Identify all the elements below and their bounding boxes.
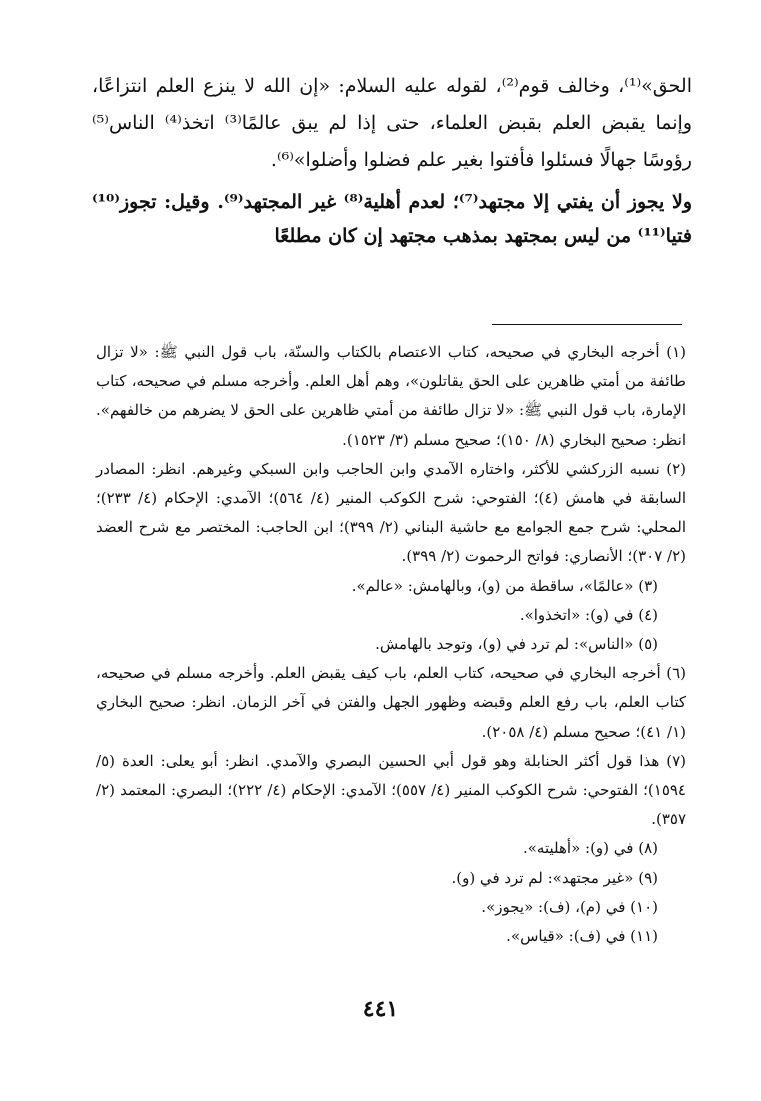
footnote-9: (٩) «غير مجتهد»: لم ترد في (و). [451, 868, 658, 887]
footnote-1: (١) أخرجه البخاري في صحيحه، كتاب الاعتصام بالكتاب والسنّة، باب قول النبي ﷺ: «لا تزال طائفة من أمتي ظاهرين على الحق يقاتلون»، وهم أهل العلم. وأخرجه مسلم في صحيحه، كتاب الإمارة، باب قول النبي ﷺ: «لا تزال طائفة من أمتي ظاهرين على الحق لا يضرهم من خالفهم». انظر: صحيح البخاري (٨/ ١٥٠)؛ صحيح مسلم (٣/ ١٥٢٣). [96, 343, 686, 449]
footnote-3: (٣) «عالمًا»، ساقطة من (و)، وبالهامش: «عالم». [351, 576, 658, 595]
page-number: ٤٤١ [362, 996, 399, 1022]
footnotes [96, 338, 686, 951]
footnote-4: (٤) في (و): «اتخذوا». [519, 605, 658, 624]
footnote-6: (٦) أخرجه البخاري في صحيحه، كتاب العلم، باب كيف يقبض العلم. وأخرجه مسلم في صحيحه، كتاب العلم، باب رفع العلم وقبضه وظهور الجهل والفتن في آخر الزمان. انظر: صحيح البخاري (١/ ٤١)؛ صحيح مسلم (٤/ ٢٠٥٨). [96, 664, 686, 741]
footnote-divider [492, 324, 682, 325]
footnote-11: (١١) في (ف): «قياس». [506, 927, 658, 946]
footnote-8: (٨) في (و): «أهليته». [522, 839, 658, 858]
main-paragraph-1: الحق»⁽¹⁾، وخالف قوم⁽²⁾، لقوله عليه السلام: «إن الله لا ينزع العلم انتزاعًا، وإنما يقبض العلم بقبض العلماء، حتى إذا لم يبق عالمًا⁽³⁾ اتخذ⁽⁴⁾ الناس⁽⁵⁾ رؤوسًا جهالًا فسئلوا فأفتوا بغير علم فضلوا وأضلوا»⁽⁶⁾. [92, 75, 693, 171]
footnote-2: (٢) نسبه الزركشي للأكثر، واختاره الآمدي وابن الحاجب وابن السبكي وغيرهم. انظر: المصادر السابقة في هامش (٤)؛ الفتوحي: شرح الكوكب المنير (٤/ ٥٦٤)؛ الآمدي: الإحكام (٤/ ٢٣٣)؛ المحلي: شرح جمع الجوامع مع حاشية البناني (٢/ ٣٩٩)؛ ابن الحاجب: المختصر مع شرح العضد (٢/ ٣٠٧)؛ الأنصاري: فواتح الرحموت (٢/ ٣٩٩). [96, 459, 687, 566]
main-paragraph-2: ولا يجوز أن يفتي إلا مجتهد⁽⁷⁾؛ لعدم أهلية⁽⁸⁾ غير المجتهد⁽⁹⁾. وقيل: تجوز⁽¹⁰⁾ فتيا⁽¹¹⁾ من ليس بمجتهد بمذهب مجتهد إن كان مطلعًا [92, 191, 692, 247]
main-text [92, 68, 692, 253]
footnote-5: (٥) «الناس»: لم ترد في (و)، وتوجد بالهامش. [375, 635, 658, 654]
footnote-7: (٧) هذا قول أكثر الحنابلة وهو قول أبي الحسين البصري والآمدي. انظر: أبو يعلى: العدة (٥/ ١٥٩٤)؛ الفتوحي: شرح الكوكب المنير (٤/ ٥٥٧)؛ الآمدي: الإحكام (٤/ ٢٢٢)؛ البصري: المعتمد (٢/ ٣٥٧). [96, 751, 686, 829]
footnote-10: (١٠) في (م)، (ف): «يجوز». [481, 897, 658, 916]
